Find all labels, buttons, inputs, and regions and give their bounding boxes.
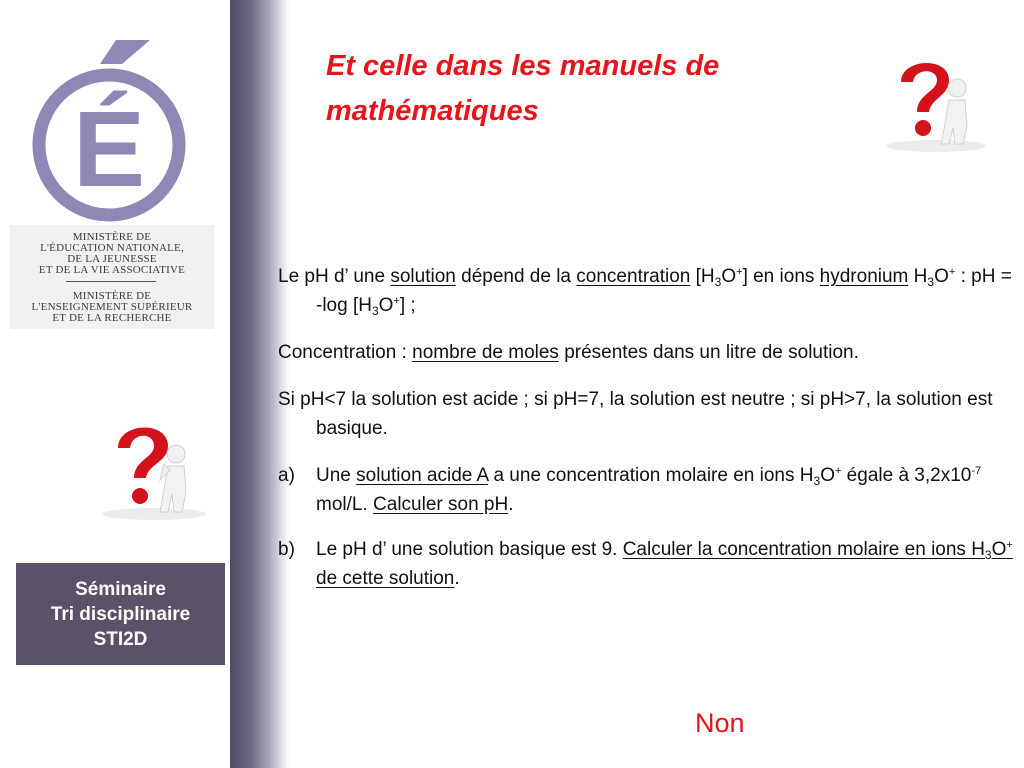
link-concentration[interactable]: concentration [576,266,691,287]
list-item-a [278,461,1013,519]
subscript: 3 [927,275,935,289]
text: de cette solution [316,568,455,589]
text: ’ [382,539,387,560]
text: . [454,568,460,589]
text: H [908,266,928,287]
text: ] en ions [742,266,820,287]
subscript: 3 [714,275,722,289]
subscript: 3 [813,474,821,488]
subscript: 3 [371,304,379,318]
text: Calculer la concentration molaire en ions H [622,539,985,560]
text: dépend de la [455,266,577,287]
seminar-box [16,563,225,665]
seminar-line: Séminaire [75,578,166,600]
superscript: + [834,465,842,477]
text: ] ; [399,295,416,316]
link-nombre-de-moles[interactable]: nombre de moles [412,342,559,363]
link-solution[interactable]: solution [390,266,456,287]
superscript: + [1006,539,1013,551]
text: Le pH d [316,539,383,560]
ministry-line: ET DE LA VIE ASSOCIATIVE [38,264,186,276]
seminar-line: Tri disciplinaire [50,603,191,625]
ministry-line: L'ÉDUCATION NATIONALE, [40,242,184,254]
text: O [820,465,835,486]
logo-letter: É [72,88,146,209]
link-solution-acide[interactable]: solution acide A [356,465,489,486]
text: Le pH d [278,266,345,287]
text: une solution basique est 9. [386,539,623,560]
paragraph-ph-scale [278,385,1013,443]
text: Si pH<7 la solution est acide ; si pH=7, la solution est neutre ; si pH>7, la solution est basique. [278,389,993,439]
text: égale à 3,2x10 [841,465,972,486]
list-label: a) [278,465,295,486]
ministry-education-label [10,232,214,276]
text: O [378,295,394,316]
ministry-line: DE LA JEUNESSE [67,253,157,265]
text: a une concentration molaire en ions H [488,465,814,486]
text: : pH = -log [H [316,266,1012,316]
ministry-line: L'ENSEIGNEMENT SUPÉRIEUR [31,301,193,313]
answer-non: Non [695,708,745,738]
education-logo-icon [28,38,190,223]
title-line: Et celle dans les manuels de [326,50,720,82]
ministry-research-label [10,291,214,324]
text: Une [316,465,357,486]
text: ’ [344,266,349,287]
question-figure-icon [885,48,987,152]
text: O [934,266,949,287]
seminar-line: STI2D [93,628,148,650]
subscript: 3 [984,548,992,562]
list-item-b [278,535,1013,593]
paragraph-concentration [278,338,1013,367]
link-hydronium[interactable]: hydronium [819,266,909,287]
ministry-line: ET DE LA RECHERCHE [52,312,172,324]
ministry-line: MINISTÈRE DE [72,231,152,243]
text: . [508,494,514,515]
list-label: b) [278,539,295,560]
text: Concentration : [278,342,413,363]
title-line: mathématiques [326,95,539,127]
question-figure-icon [98,410,210,520]
superscript: + [948,266,956,278]
link-calculer-ph[interactable]: Calculer son pH [373,494,509,515]
text: une [348,266,391,287]
ministry-line: MINISTÈRE DE [72,290,152,302]
text: O [721,266,737,287]
slide-title [326,44,886,134]
ministry-divider [66,281,156,282]
text: O [991,539,1007,560]
superscript: -7 [971,465,982,477]
slide-body [278,262,1013,609]
superscript: + [393,295,400,307]
text: mol/L. [316,494,374,515]
superscript: + [736,266,743,278]
paragraph-ph-definition [278,262,1013,320]
text: [H [690,266,715,287]
text: présentes dans un litre de solution. [558,342,859,363]
